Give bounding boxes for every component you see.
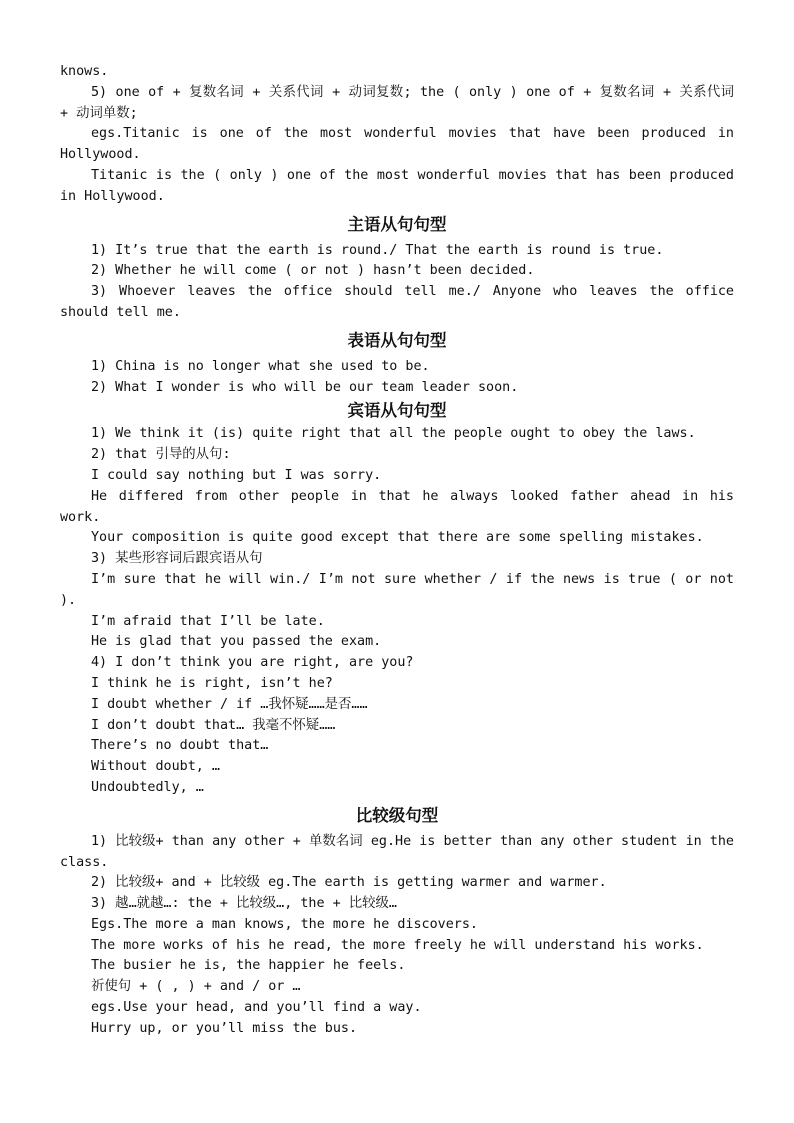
example-line: egs.Use your head, and you’ll find a way.: [91, 1000, 422, 1016]
text-line: I don’t doubt that… 我毫不怀疑……: [91, 717, 336, 733]
section-heading-predicative-clause: 表语从句句型: [347, 330, 447, 350]
text-line: 3) Whoever leaves the office should tell me./ Anyone who leaves the office should tell me.: [60, 284, 734, 320]
section-heading-object-clause: 宾语从句句型: [347, 401, 447, 421]
example-line: Titanic is the ( only ) one of the most wonderful movies that has been produced in Hollywood.: [60, 167, 734, 204]
text-line: knows.: [60, 64, 109, 79]
text-line: I could say nothing but I was sorry.: [91, 467, 382, 483]
text-line: I think he is right, isn’t he?: [91, 675, 333, 691]
text-line: Without doubt, …: [91, 759, 220, 775]
text-line: Undoubtedly, …: [91, 779, 204, 795]
text-line: 祈使句 + ( , ) + and / or …: [91, 979, 301, 995]
text-line: I’m afraid that I’ll be late.: [91, 613, 325, 629]
text-line: 4) I don’t think you are right, are you?: [91, 655, 414, 671]
section-heading-subject-clause: 主语从句句型: [347, 214, 447, 234]
text-line: I doubt whether / if …我怀疑……是否……: [91, 696, 368, 712]
text-line: There’s no doubt that…: [91, 738, 269, 754]
text-line: 5) one of + 复数名词 + 关系代词 + 动词复数; the ( only ) one of + 复数名词 + 关系代词 + 动词单数;: [60, 84, 734, 121]
text-line: He differed from other people in that he always looked father ahead in his work.: [60, 488, 734, 525]
text-line: 1) 比较级+ than any other + 单数名词 eg.He is better than any other student in the class.: [60, 833, 734, 870]
example-line: The more works of his he read, the more freely he will understand his works.: [91, 937, 704, 953]
text-line: I’m sure that he will win./ I’m not sure whether / if the news is true ( or not ).: [60, 571, 734, 608]
text-line: 2) Whether he will come ( or not ) hasn’t been decided.: [91, 263, 535, 279]
text-line: 1) It’s true that the earth is round./ That the earth is round is true.: [91, 242, 664, 258]
text-line: 1) We think it (is) quite right that all the people ought to obey the laws.: [91, 426, 696, 442]
text-line: 1) China is no longer what she used to be.: [91, 358, 430, 374]
section-heading-comparative: 比较级句型: [355, 805, 439, 825]
text-line: Your composition is quite good except that there are some spelling mistakes.: [91, 530, 704, 546]
text-line: 2) What I wonder is who will be our team leader soon.: [91, 379, 519, 395]
text-line: 2) 比较级+ and + 比较级 eg.The earth is getting warmer and warmer.: [91, 875, 607, 891]
example-line: Hurry up, or you’ll miss the bus.: [91, 1020, 358, 1036]
text-line: He is glad that you passed the exam.: [91, 634, 382, 650]
example-line: The busier he is, the happier he feels.: [91, 958, 406, 974]
text-line: 3) 越…就越…: the + 比较级…, the + 比较级…: [91, 896, 397, 912]
text-line: 2) that 引导的从句:: [91, 447, 231, 463]
example-line: Egs.The more a man knows, the more he discovers.: [91, 916, 478, 932]
example-line: egs.Titanic is one of the most wonderful movies that have been produced in Hollywood.: [60, 126, 734, 163]
text-line: 3) 某些形容词后跟宾语从句: [91, 551, 263, 567]
